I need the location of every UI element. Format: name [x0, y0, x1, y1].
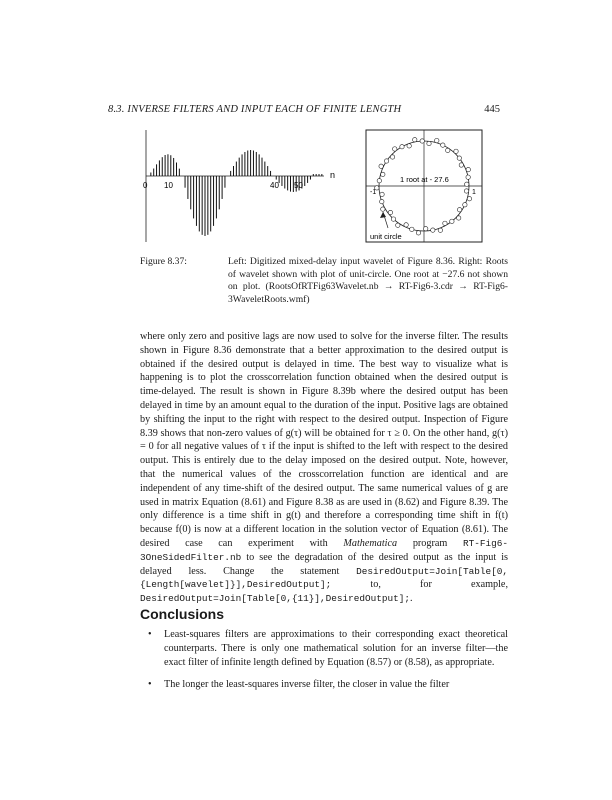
root-marker — [465, 182, 469, 186]
axis-label-n: n — [330, 170, 336, 180]
bullet-text-2: The longer the least-squares inverse filter, the closer in value the filter — [164, 679, 450, 691]
root-marker — [380, 192, 384, 196]
roots-unit-circle-plot — [364, 128, 484, 246]
wavelet-stems — [148, 150, 322, 236]
list-item — [140, 678, 508, 692]
root-annotation: 1 root at - 27.6 — [400, 175, 449, 184]
bullet-icon: • — [148, 629, 152, 640]
root-marker — [388, 210, 392, 214]
root-marker — [438, 228, 442, 232]
code-statement: DesiredOutput=Join[Table[0,{Length[wavelet]}],DesiredOutput]; — [140, 565, 508, 591]
root-marker — [435, 138, 439, 142]
tick-40: 40 — [270, 181, 279, 190]
root-marker — [377, 179, 381, 183]
paragraph-end: . — [410, 593, 413, 605]
caption-label: Figure 8.37: — [140, 256, 187, 267]
root-marker — [427, 141, 431, 145]
root-marker — [381, 207, 385, 211]
root-marker — [464, 189, 468, 193]
bullet-text-1: Least-squares filters are approximations to their corresponding exact theoretical counterparts. There is only one mathematical solution for an inverse filter—the exact filter of infinite length defined by Equation (8.57) or (8.58), as appropriate. — [164, 629, 508, 668]
root-marker — [391, 217, 395, 221]
root-marker — [424, 227, 428, 231]
root-marker — [400, 145, 404, 149]
page-number: 445 — [484, 104, 500, 115]
root-marker — [384, 159, 388, 163]
root-marker — [396, 223, 400, 227]
tick-10: 10 — [164, 181, 173, 190]
root-marker — [467, 197, 471, 201]
section-heading-conclusions: Conclusions — [140, 606, 225, 622]
root-marker — [463, 203, 467, 207]
root-marker — [443, 221, 447, 225]
paragraph-text-c: to see the degradation of the desired output as the input is delayed less. Change the statement — [140, 551, 508, 577]
tick-50: 50 — [294, 181, 303, 190]
root-marker — [407, 144, 411, 148]
root-marker — [457, 208, 461, 212]
root-marker — [404, 223, 408, 227]
pointer-arrowhead — [380, 212, 386, 218]
root-marker — [459, 163, 463, 167]
root-marker — [456, 216, 460, 220]
root-marker — [450, 219, 454, 223]
root-marker — [413, 138, 417, 142]
paragraph-text-b: program — [412, 537, 448, 549]
root-marker — [416, 231, 420, 235]
root-marker — [393, 147, 397, 151]
root-marker — [466, 175, 470, 179]
paragraph-text: where only zero and positive lags are now used to solve for the inverse filter. The results shown in Figure 8.36 demonstrate that a better approximation to the desired output is obtained if the desired output is delayed in time. The best way to visualize what is happening is to plot the crosscorrelation function obtained when the desired output is time-delayed. The result is shown in Figure 8.39b where the desired output has been delayed in time by an amount equal to the duration of the input. Positive lags are obtained by shifting the input to the right with respect to the desired output. Inspection of Figure 8.39 shows that non-zero values of g(τ) will be obtained for τ ≥ 0. On the other hand, g(τ) = 0 for all negative values of τ if the input is shifted to the left with respect to the desired output. This is entirely due to the delay imposed on the desired output. Note, however, that the numerical values of the crosscorrelation function are identical and are independent of any time-shift of the desired output. The same numerical values of g are used in matrix Equation (8.61) and Figure 8.38 as are used in (8.62) and Figure 8.39. The only difference is a time shift in g(t) and therefore a corresponding time shift in f(t) because f(0) is now at a different location in the solution vector of Equation (8.61). The desired case can experiment with — [140, 331, 508, 549]
mathematica-italic: Mathematica — [343, 537, 398, 549]
root-marker — [454, 149, 458, 153]
root-marker — [466, 167, 470, 171]
paragraph-text-d: to, for example, — [370, 579, 509, 591]
unit-circle-label: unit circle — [370, 232, 402, 241]
running-title: 8.3. INVERSE FILTERS AND INPUT EACH OF FINITE LENGTH — [108, 104, 402, 115]
root-marker — [441, 143, 445, 147]
root-marker — [380, 199, 384, 203]
root-marker — [379, 164, 383, 168]
body-paragraph — [140, 330, 508, 606]
root-marker — [390, 155, 394, 159]
bullet-icon: • — [148, 679, 152, 691]
root-marker — [381, 172, 385, 176]
tick-0: 0 — [143, 181, 148, 190]
figure-caption — [140, 256, 508, 306]
root-marker — [457, 156, 461, 160]
root-marker — [410, 227, 414, 231]
wavelet-stem-plot — [142, 128, 362, 246]
conclusions-list — [140, 628, 508, 701]
code-filename: RT-Fig6-3OneSidedFilter.nb — [140, 537, 509, 563]
running-header — [108, 104, 500, 118]
caption-text: Left: Digitized mixed-delay input wavelet of Figure 8.36. Right: Roots of wavelet shown with plot of unit-circle. One root at −27.6 not shown on plot. (RootsOfRTFig63Wavelet.nb → RT-Fig6-3.cdr → RT-Fig6-3WaveletRoots.wmf) — [228, 256, 508, 305]
list-item — [140, 628, 508, 669]
minus-one-label: -1 — [370, 189, 377, 196]
root-marker — [431, 228, 435, 232]
root-marker — [446, 148, 450, 152]
code-example: DesiredOutput=Join[Table[0,{11}],DesiredOutput]; — [140, 593, 411, 605]
plus-one-label: 1 — [472, 189, 476, 196]
root-marker — [420, 139, 424, 143]
